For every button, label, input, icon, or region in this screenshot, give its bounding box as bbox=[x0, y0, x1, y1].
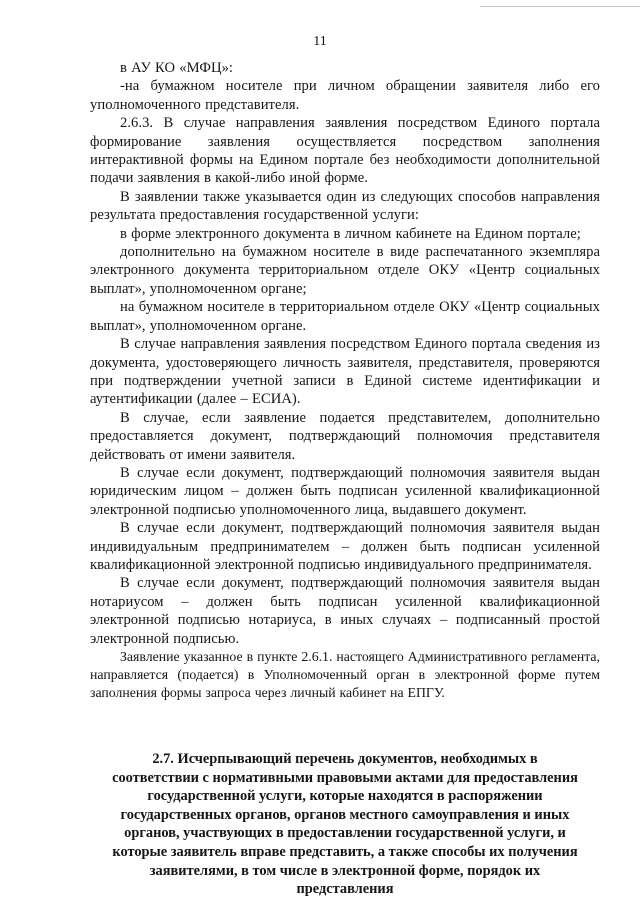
paragraph-entrepreneur: В случае если документ, подтверждающий полномочия заявителя выдан индивидуальным предпринимателем – должен быть подписан усиленной квалификационной электронной подписью индивидуального предпринимателя. bbox=[90, 520, 600, 573]
paragraph-epgu-form: Заявление указанное в пункте 2.6.1. настоящего Административного регламента, направляется (подается) в Уполномоченный орган в электронной форме путем заполнения формы запроса через личный кабинет на ЕПГУ. bbox=[90, 649, 600, 700]
paragraph-mfc: в АУ КО «МФЦ»: bbox=[120, 60, 234, 76]
page-number: 11 bbox=[313, 34, 327, 49]
paragraph-paper-personal: -на бумажном носителе при личном обращении заявителя либо его уполномоченного представителя. bbox=[90, 78, 600, 113]
paragraph-result-methods: В заявлении также указывается один из следующих способов направления результата предоставления государственной услуги: bbox=[90, 188, 600, 224]
section-heading-2-7: 2.7. Исчерпывающий перечень документов, необходимых в соответствии с нормативными правовыми актами для предоставления государственной услуги, которые находятся в распоряжении государственных органов, органов местного самоуправления и иных органов, участвующих в предоставлении государственной услуги, и которые заявитель вправе представить, а также способы их получения заявителями, в том числе в электронной форме, порядок их представления bbox=[112, 751, 578, 898]
paragraph-electronic-cabinet: в форме электронного документа в личном кабинете на Едином портале; bbox=[120, 225, 581, 242]
paragraph-2-6-3: 2.6.3. В случае направления заявления посредством Единого портала формирование заявления осуществляется посредством заполнения интерактивной формы на Едином портале без необходимости дополнительной подачи заявления в какой-либо иной форме. bbox=[90, 115, 600, 187]
top-rule bbox=[480, 6, 640, 7]
paragraph-additional-paper: дополнительно на бумажном носителе в виде распечатанного экземпляра электронного документа территориальном отделе ОКУ «Центр социальных выплат», уполномоченном органе; bbox=[90, 244, 600, 297]
paragraph-notary: В случае если документ, подтверждающий полномочия заявителя выдан нотариусом – должен быть подписан усиленной квалификационной электронной подписью нотариуса, в иных случаях – подписанный простой электронной подписью. bbox=[90, 575, 600, 647]
paragraph-legal-entity: В случае если документ, подтверждающий полномочия заявителя выдан юридическим лицом – должен быть подписан усиленной квалификационной электронной подписью уполномоченного лица, выдавшего документ. bbox=[90, 464, 600, 518]
document-body bbox=[90, 59, 600, 899]
paragraph-esia: В случае направления заявления посредством Единого портала сведения из документа, удостоверяющего личность заявителя, представителя, проверяются при подтверждении учетной записи в Единой системе идентификации и аутентификации (далее – ЕСИА). bbox=[90, 336, 600, 408]
paragraph-representative: В случае, если заявление подается представителем, дополнительно предоставляется документ, подтверждающий полномочия представителя действовать от имени заявителя. bbox=[90, 409, 600, 463]
paragraph-paper-territorial: на бумажном носителе в территориальном отделе ОКУ «Центр социальных выплат», уполномоченном органе. bbox=[90, 299, 600, 334]
